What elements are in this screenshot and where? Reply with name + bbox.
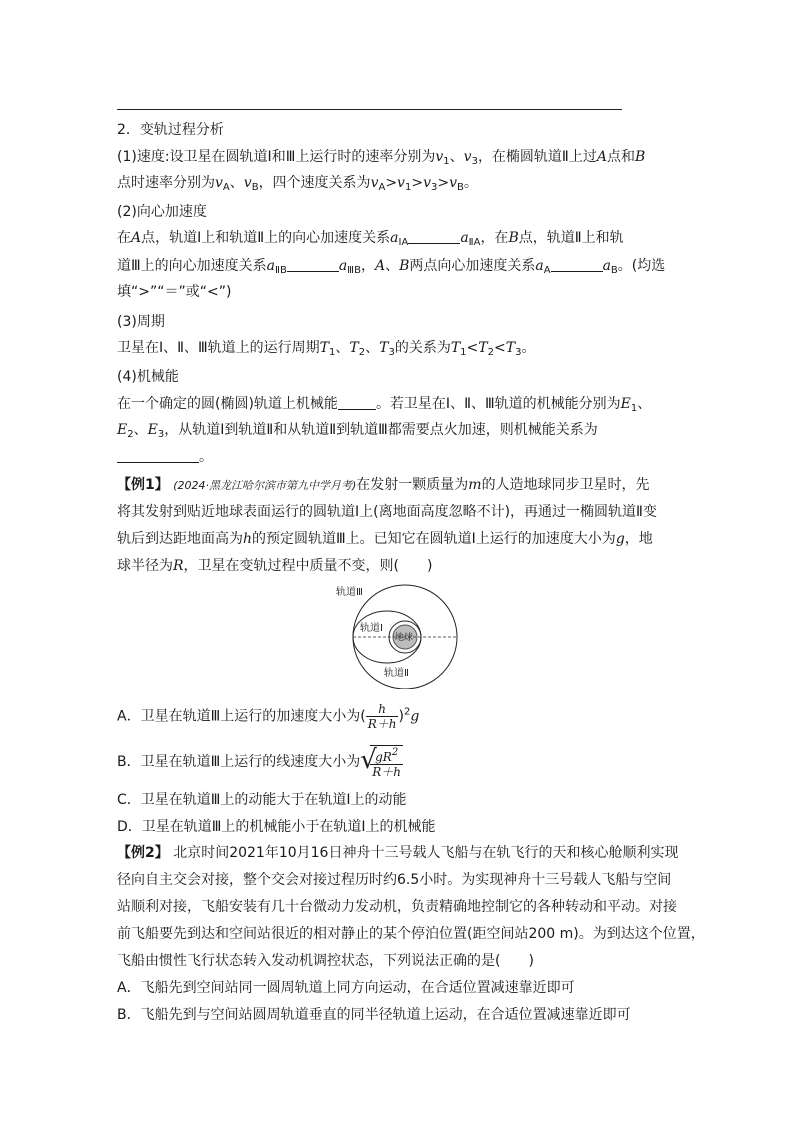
answer-blank[interactable] — [408, 229, 460, 244]
example2-line-2: 径向自主交会对接，整个交会对接过程历时约6.5小时。为实现神舟十三号载人飞船与空间 — [117, 872, 672, 888]
accel-line-2: 道Ⅲ上的向心加速度关系$a_{ⅡB}$ $a_{ⅢB}$，A、B两点向心加速度关系$a_A$ $a_B$。(均选 — [117, 258, 666, 276]
orbit-1-label: 轨道Ⅰ — [360, 623, 383, 634]
header-rule — [117, 109, 622, 110]
example1-line-4: 球半径为R，卫星在变轨过程中质量不变，则( ) — [117, 558, 433, 574]
answer-blank[interactable] — [338, 395, 376, 410]
orbit-2-label: 轨道Ⅱ — [384, 668, 409, 679]
sqrt-expression: √ $\frac{gR^2}{R+h}$ — [360, 745, 402, 779]
example2-option-a[interactable]: A．飞船先到空间站同一圆周轨道上同方向运动，在合适位置减速靠近即可 — [117, 980, 575, 996]
energy-heading: (4)机械能 — [117, 369, 179, 385]
orbit-3-label: 轨道Ⅲ — [336, 587, 363, 598]
accel-line-3: 填“>”“＝”或“<”) — [117, 284, 232, 300]
option-a[interactable]: A．卫星在轨道Ⅲ上运行的加速度大小为( $\frac{h}{R+h}$ )$^2$g — [117, 702, 420, 731]
example2-line-4: 前飞船要先到达和空间站很近的相对静止的某个停泊位置(距空间站200 m)。为到达这个位置， — [117, 926, 705, 942]
orbit-diagram — [318, 579, 468, 689]
energy-line-1: 在一个确定的圆(椭圆)轨道上机械能 。若卫星在Ⅰ、Ⅱ、Ⅲ轨道的机械能分别为$E_1$、 — [117, 396, 652, 414]
speed-line-2: 点时速率分别为$v_A$、$v_B$，四个速度关系为$v_A>v_1>v_3>v_B$。 — [117, 175, 478, 193]
example1-line-1: 【例1】 (2024·黑龙江哈尔滨市第九中学月考)在发射一颗质量为m的人造地球同步卫星时，先 — [117, 477, 650, 493]
answer-blank[interactable] — [287, 257, 339, 272]
period-heading: (3)周期 — [117, 314, 165, 330]
option-b[interactable]: B．卫星在轨道Ⅲ上运行的线速度大小为 √ $\frac{gR^2}{R+h}$ — [117, 745, 402, 779]
option-c[interactable]: C．卫星在轨道Ⅲ上的动能大于在轨道Ⅰ上的动能 — [117, 792, 407, 808]
accel-line-1: 在A点，轨道Ⅰ上和轨道Ⅱ上的向心加速度关系$a_{ⅠA}$ $a_{ⅡA}$，在B点，轨道Ⅱ上和轨 — [117, 230, 624, 248]
answer-blank[interactable] — [551, 257, 603, 272]
example2-line-5: 飞船由惯性飞行状态转入发动机调控状态，下列说法正确的是( ) — [117, 953, 534, 969]
example2-line-1: 【例2】 北京时间2021年10月16日神舟十三号载人飞船与在轨飞行的天和核心舱顺利实现 — [117, 845, 679, 861]
example1-line-2: 将其发射到贴近地球表面运行的圆轨道Ⅰ上(离地面高度忽略不计)，再通过一椭圆轨道Ⅱ变 — [117, 504, 657, 520]
speed-line-1: (1)速度:设卫星在圆轨道Ⅰ和Ⅲ上运行时的速率分别为$v_1$、$v_3$，在椭圆轨道Ⅱ上过A点和B — [117, 149, 646, 167]
option-d[interactable]: D．卫星在轨道Ⅲ上的机械能小于在轨道Ⅰ上的机械能 — [117, 819, 436, 835]
example2-line-3: 站顺利对接，飞船安装有几十台微动力发动机，负责精确地控制它的各种转动和平动。对接 — [117, 899, 677, 915]
energy-line-2: $E_2$、$E_3$，从轨道Ⅰ到轨道Ⅱ和从轨道Ⅱ到轨道Ⅲ都需要点火加速，则机械能关系为 — [117, 422, 598, 440]
earth-label: 地球 — [395, 633, 414, 643]
answer-blank[interactable] — [117, 448, 199, 463]
period-line-1: 卫星在Ⅰ、Ⅱ、Ⅲ轨道上的运行周期$T_1$、$T_2$、$T_3$的关系为$T_1<T_2<T_3$。 — [117, 340, 536, 358]
energy-line-3: 。 — [117, 448, 213, 466]
accel-heading: (2)向心加速度 — [117, 204, 207, 220]
section-heading: 2．变轨过程分析 — [117, 122, 224, 138]
example2-option-b[interactable]: B．飞船先到与空间站圆周轨道垂直的同半径轨道上运动，在合适位置减速靠近即可 — [117, 1007, 631, 1023]
example1-line-3: 轨后到达距地面高为h的预定圆轨道Ⅲ上。已知它在圆轨道Ⅰ上运行的加速度大小为g，地 — [117, 531, 653, 547]
